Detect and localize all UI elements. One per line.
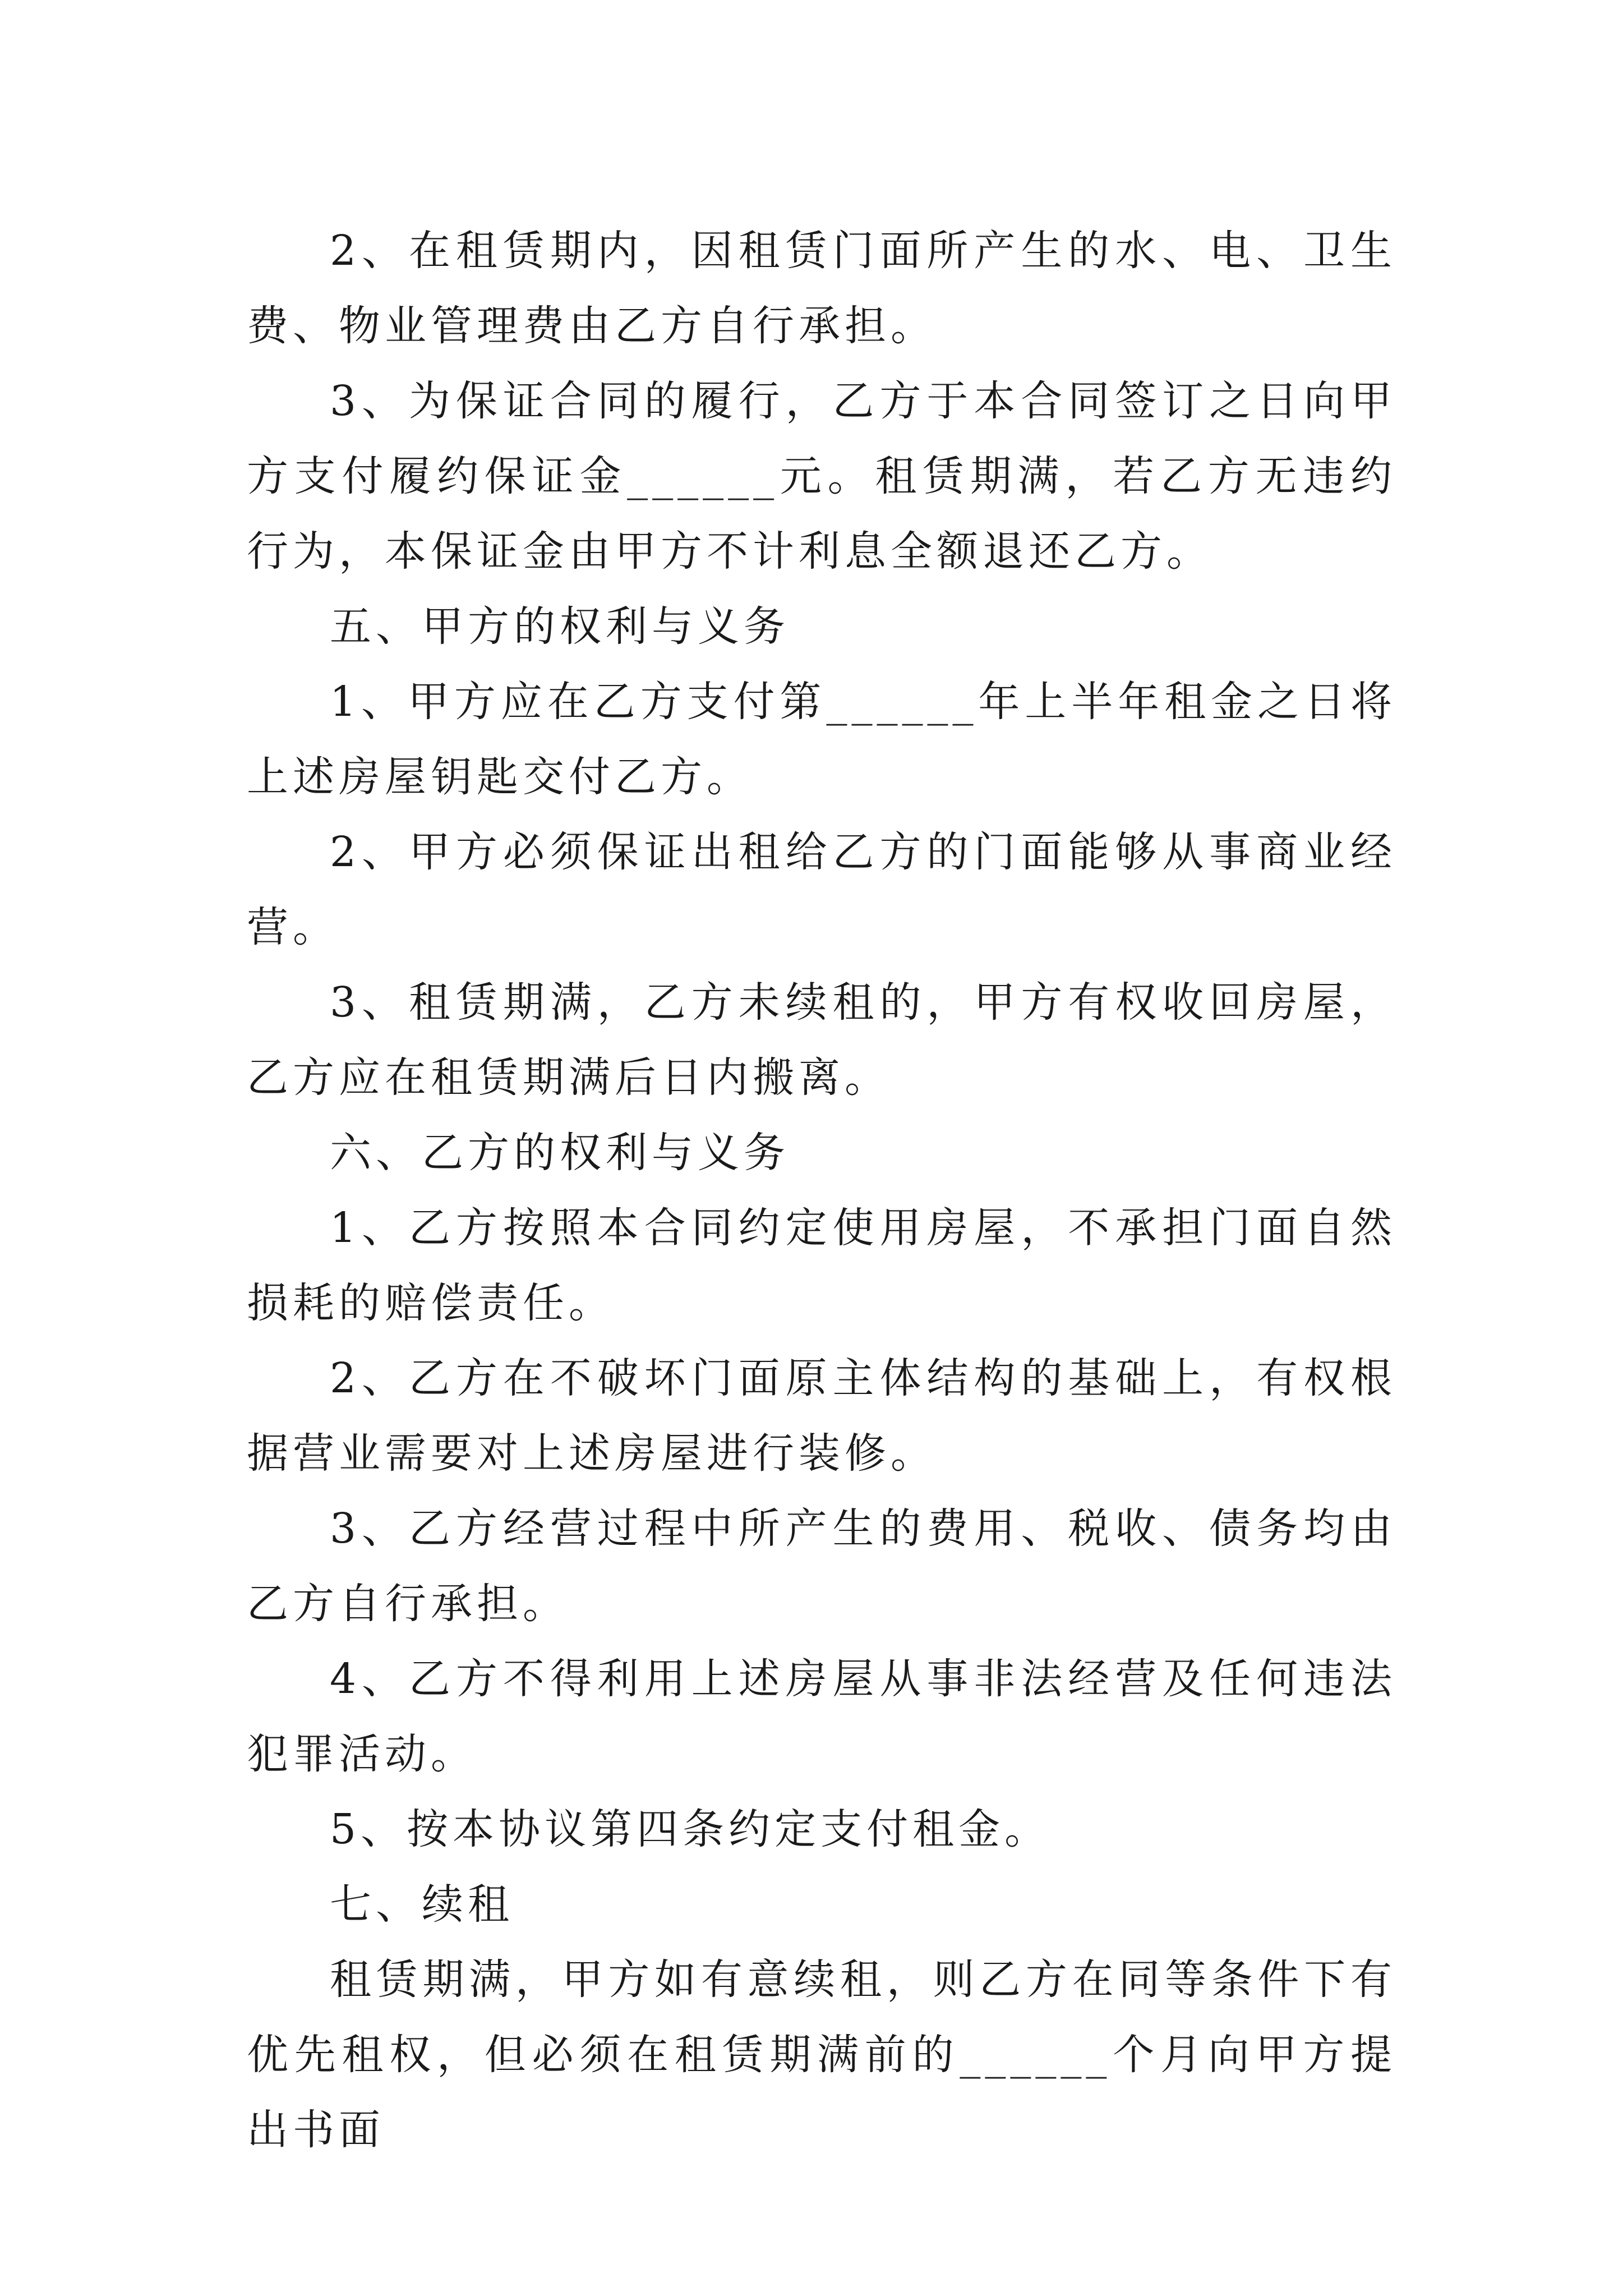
paragraph-rent-payment: 5、按本协议第四条约定支付租金。 [330,1805,1051,1853]
section-heading-renewal: 七、续租 [330,1880,514,1929]
paragraph-renovation: 2、乙方在不破坏门面原主体结构的基础上，有权根据营业需要对上述房屋进行装修。 [247,1354,1396,1478]
section-heading-lessee-rights: 六、乙方的权利与义务 [330,1129,790,1177]
paragraph-commercial-use: 2、甲方必须保证出租给乙方的门面能够从事商业经营。 [247,828,1396,951]
document-body [247,213,1396,2168]
section-heading-lessor-rights: 五、甲方的权利与义务 [330,602,790,651]
paragraph-deposit: 3、为保证合同的履行，乙方于本合同签订之日向甲方支付履约保证金______元。租赁期满，若乙方无违约行为，本保证金由甲方不计利息全额退还乙方。 [247,377,1396,576]
paragraph-operating-costs: 3、乙方经营过程中所产生的费用、税收、债务均由乙方自行承担。 [247,1504,1396,1628]
paragraph-illegal-activity: 4、乙方不得利用上述房屋从事非法经营及任何违法犯罪活动。 [247,1655,1396,1778]
paragraph-lease-expiry: 3、租赁期满，乙方未续租的，甲方有权收回房屋，乙方应在租赁期满后日内搬离。 [247,978,1396,1102]
paragraph-utilities: 2、在租赁期内，因租赁门面所产生的水、电、卫生费、物业管理费由乙方自行承担。 [247,227,1396,350]
paragraph-renewal-terms: 租赁期满，甲方如有意续租，则乙方在同等条件下有优先租权，但必须在租赁期满前的______个月向甲方提出书面 [247,1955,1396,2154]
paragraph-key-handover: 1、甲方应在乙方支付第______年上半年租金之日将上述房屋钥匙交付乙方。 [247,678,1396,801]
paragraph-normal-wear: 1、乙方按照本合同约定使用房屋，不承担门面自然损耗的赔偿责任。 [247,1204,1396,1327]
